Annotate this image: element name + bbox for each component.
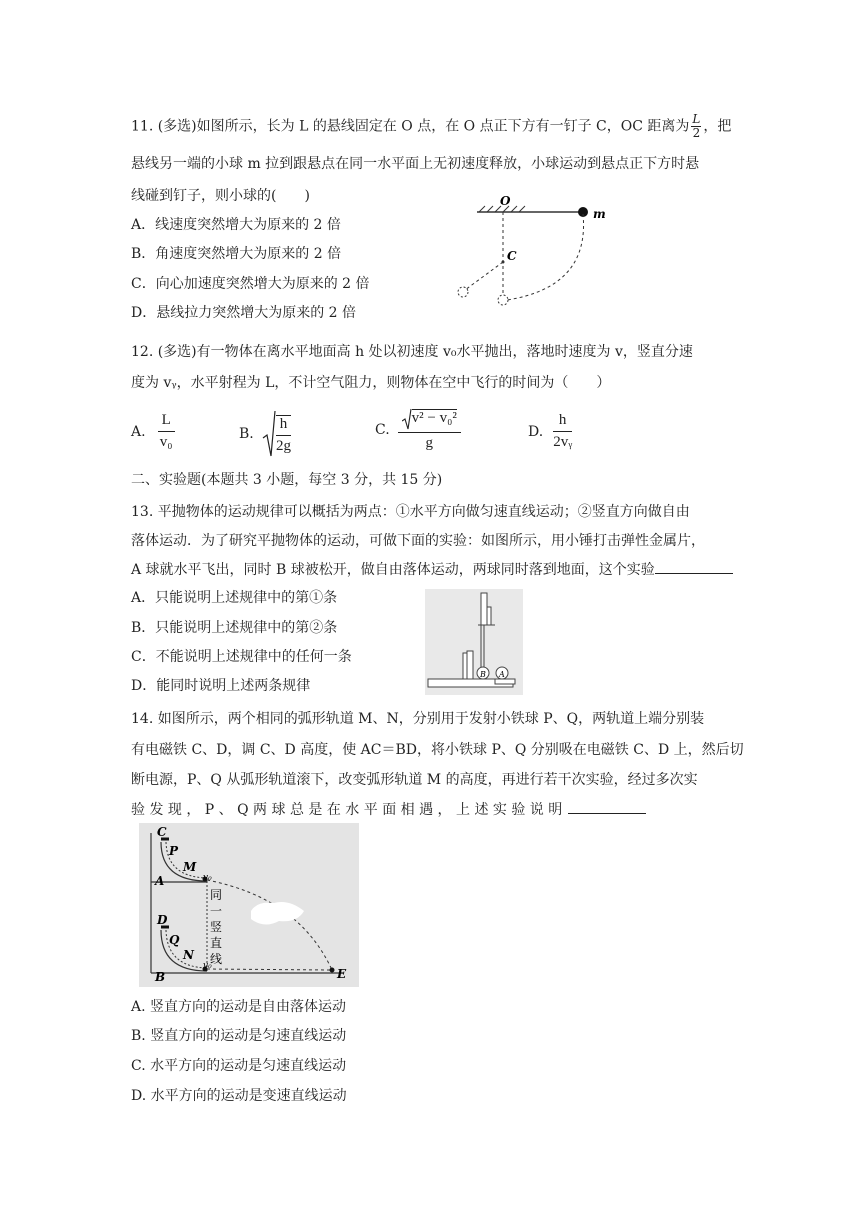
q12-option-d	[528, 412, 572, 451]
q14-option-b: B. 竖直方向的运动是匀速直线运动	[131, 1028, 347, 1044]
q12-option-a	[131, 412, 175, 451]
q14-line4	[131, 800, 646, 820]
q11-line3: 线碰到钉子，则小球的( )	[131, 188, 310, 204]
label-v0-top: v₀	[203, 873, 212, 883]
fraction-l-over-2	[691, 113, 701, 140]
sqrt-icon	[402, 408, 412, 430]
q13-apparatus-figure	[425, 589, 523, 695]
q11-text: 11. (多选)如图所示，长为 L 的悬线固定在 O 点，在 O 点正下方有一钉子 C，OC 距离为	[131, 118, 690, 135]
option-label: A.	[131, 423, 146, 440]
q14-line2: 有电磁铁 C、D，调 C、D 高度，使 AC＝BD，将小铁球 P、Q 分别吸在电磁铁 C、D 上，然后切	[131, 742, 744, 758]
vtext-char: 一	[210, 904, 223, 918]
numerator: L	[158, 412, 175, 432]
q11-line1	[131, 113, 731, 140]
q11-line2: 悬线另一端的小球 m 拉到跟悬点在同一水平面上无初速度释放，小球运动到悬点正下方时悬	[131, 156, 700, 172]
q13-option-a: A．只能说明上述规律中的第①条	[131, 590, 338, 606]
label-c: C	[507, 249, 517, 263]
denominator: 2g	[276, 438, 291, 454]
option-label: B.	[239, 426, 254, 442]
denominator: g	[425, 435, 434, 451]
q13-line3	[131, 560, 733, 580]
label-n: N	[183, 948, 194, 962]
vtext-char: 竖	[210, 920, 223, 934]
q11-text-end: ，把	[703, 118, 732, 135]
numerator: h	[553, 412, 572, 432]
q13-line1: 13. 平抛物体的运动规律可以概括为两点：①水平方向做匀速直线运动；②竖直方向做自由	[131, 504, 690, 520]
q12-option-c	[375, 408, 461, 452]
q12-option-b	[239, 410, 291, 458]
label-e: E	[337, 967, 347, 981]
option-label: C.	[375, 422, 390, 438]
q13-option-c: C．不能说明上述规律中的任何一条	[131, 649, 352, 665]
q11-option-d: D．悬线拉力突然增大为原来的 2 倍	[131, 305, 357, 321]
label-b: B	[480, 670, 486, 679]
vertical-text-same-line	[210, 888, 222, 966]
denominator: v₀	[159, 434, 173, 450]
numerator: h	[276, 416, 292, 436]
label-o: O	[500, 194, 511, 208]
label-q: Q	[169, 933, 180, 947]
section-heading: 二、实验题(本题共 3 小题，每空 3 分，共 15 分)	[131, 472, 443, 488]
q13-option-b: B．只能说明上述规律中的第②条	[131, 620, 338, 636]
q14-option-a: A. 竖直方向的运动是自由落体运动	[131, 999, 347, 1015]
q11-pendulum-figure	[455, 192, 615, 317]
vtext-char: 同	[210, 888, 223, 902]
option-label: D.	[528, 423, 544, 440]
vtext-char: 直	[210, 936, 223, 950]
q11-option-c: C．向心加速度突然增大为原来的 2 倍	[131, 276, 370, 292]
sqrt-icon	[262, 410, 276, 458]
q14-line3: 断电源，P、Q 从弧形轨道滚下，改变弧形轨道 M 的高度，再进行若干次实验，经过多次实	[131, 772, 698, 788]
label-m: m	[593, 207, 606, 221]
frac-denominator: 2	[692, 126, 701, 140]
q14-option-d: D. 水平方向的运动是变速直线运动	[131, 1088, 347, 1104]
label-c: C	[157, 825, 167, 839]
denominator: 2vᵧ	[553, 434, 573, 450]
label-a: A	[155, 874, 165, 888]
q11-option-a: A．线速度突然增大为原来的 2 倍	[131, 217, 341, 233]
label-p: P	[169, 844, 179, 858]
label-d: D	[157, 913, 168, 927]
q13-text: A 球就水平飞出，同时 B 球被松开，做自由落体运动，两球同时落到地面，这个实验	[131, 562, 655, 578]
answer-blank	[655, 561, 733, 574]
q14-text: 验 发 现 ， P 、 Q 两 球 总 是 在 水 平 面 相 遇 ， 上 述 实 验 说 明	[131, 802, 563, 818]
label-m: M	[183, 860, 197, 874]
q11-option-b: B．角速度突然增大为原来的 2 倍	[131, 246, 342, 262]
q13-line2: 落体运动．为了研究平抛物体的运动，可做下面的实验：如图所示，用小锤打击弹性金属片，	[131, 533, 705, 549]
q14-tracks-figure	[139, 823, 359, 987]
vtext-char: 线	[210, 952, 223, 966]
q13-option-d: D．能同时说明上述两条规律	[131, 678, 311, 694]
numerator: v² − v₀²	[411, 410, 457, 427]
label-b: B	[155, 970, 166, 984]
q12-line2: 度为 vᵧ，水平射程为 L，不计空气阻力，则物体在空中飞行的时间为（ ）	[131, 375, 611, 391]
label-v0-bottom: v₀	[203, 961, 212, 971]
answer-blank	[568, 801, 646, 814]
label-a: A	[499, 670, 505, 679]
q12-line1: 12. (多选)有一物体在离水平地面高 h 处以初速度 v₀水平抛出，落地时速度为 v，竖直分速	[131, 344, 693, 360]
frac-numerator: L	[692, 112, 701, 126]
q14-line1: 14. 如图所示，两个相同的弧形轨道 M、N，分别用于发射小铁球 P、Q，两轨道上端分别装	[131, 711, 705, 727]
q14-option-c: C. 水平方向的运动是匀速直线运动	[131, 1058, 347, 1074]
